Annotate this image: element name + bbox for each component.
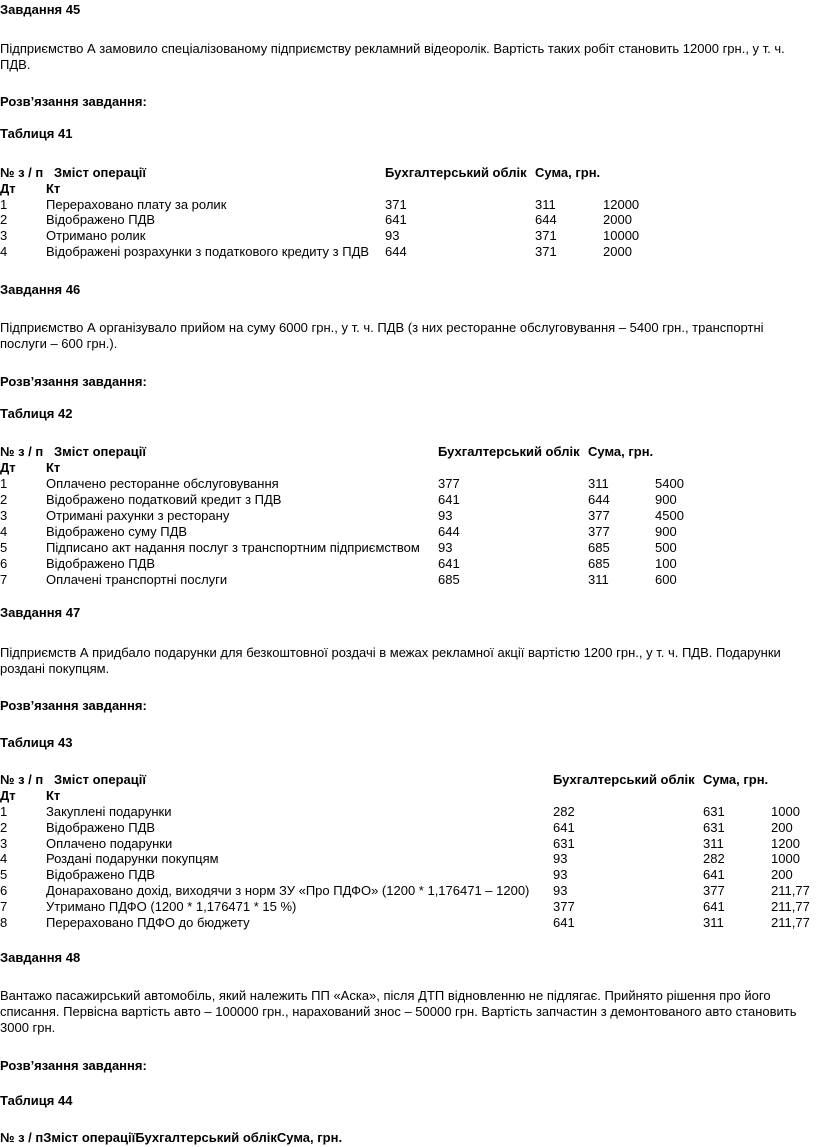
row-sum: 500	[655, 540, 677, 555]
row-number: 3	[0, 508, 8, 523]
row-credit: 644	[535, 212, 557, 227]
row-debit: 641	[438, 492, 460, 507]
col-number-header: № з / п	[0, 772, 44, 787]
row-debit: 93	[553, 883, 568, 898]
row-debit: 644	[438, 524, 460, 539]
row-debit: 641	[385, 212, 407, 227]
task-heading: Завдання 48	[0, 950, 81, 965]
row-credit: 685	[588, 556, 610, 571]
col-credit-header: Кт	[46, 788, 61, 803]
table-title: Таблиця 42	[0, 406, 73, 421]
row-sum: 2000	[603, 212, 632, 227]
row-operation: Відображено суму ПДВ	[46, 524, 188, 539]
col-debit-header: Дт	[0, 181, 16, 196]
task-text: Вантажо пасажирський автомобіль, який належить ПП «Аска», після ДТП відновленню не підлягає. Прийнято рішення про його списання. Первісна вартість авто – 100000 грн., нарахований знос – 50000 грн. Вартість запчастин з демонтованого авто становить 3000 грн.	[0, 988, 797, 1035]
task-text: Підприємство А організувало прийом на суму 6000 грн., у т. ч. ПДВ (з них ресторанне обслуговування – 5400 грн., транспортні послуги – 600 грн.).	[0, 320, 764, 351]
col-number-header: № з / п	[0, 1130, 44, 1145]
row-number: 3	[0, 228, 8, 243]
col-sum-header: Сума, грн.	[703, 772, 769, 787]
row-operation: Оплачені транспортні послуги	[46, 572, 228, 587]
row-sum: 200	[771, 867, 793, 882]
row-debit: 377	[553, 899, 575, 914]
row-operation: Відображені розрахунки з податкового кредиту з ПДВ	[46, 244, 370, 259]
col-sum-header: Сума, грн.	[588, 444, 654, 459]
col-accounting-header: Бухгалтерський облік	[438, 444, 580, 459]
col-sum-header: Сума, грн.	[535, 165, 601, 180]
solution-label: Розв’язання завдання:	[0, 94, 147, 109]
row-operation: Відображено ПДВ	[46, 212, 156, 227]
row-credit: 377	[703, 883, 725, 898]
row-credit: 311	[588, 572, 609, 587]
row-sum: 1000	[771, 804, 800, 819]
row-sum: 4500	[655, 508, 684, 523]
row-sum: 200	[771, 820, 793, 835]
row-operation: Підписано акт надання послуг з транспортним підприємством	[46, 540, 420, 555]
task-heading: Завдання 47	[0, 605, 81, 620]
row-credit: 641	[703, 899, 725, 914]
row-debit: 685	[438, 572, 460, 587]
row-number: 1	[0, 197, 8, 212]
row-operation: Отримано ролик	[46, 228, 146, 243]
row-credit: 631	[703, 804, 725, 819]
row-operation: Відображено ПДВ	[46, 867, 156, 882]
row-number: 8	[0, 915, 8, 930]
task-heading: Завдання 46	[0, 282, 81, 297]
row-debit: 377	[438, 476, 460, 491]
row-sum: 10000	[603, 228, 640, 243]
col-number-header: № з / п	[0, 165, 44, 180]
row-number: 1	[0, 476, 8, 491]
row-sum: 1000	[771, 851, 800, 866]
col-accounting-header: Бухгалтерський облік	[385, 165, 527, 180]
row-credit: 685	[588, 540, 610, 555]
row-number: 4	[0, 851, 8, 866]
row-credit: 644	[588, 492, 610, 507]
row-operation: Відображено ПДВ	[46, 556, 156, 571]
row-debit: 93	[553, 851, 568, 866]
row-operation: Отримані рахунки з ресторану	[46, 508, 230, 523]
row-number: 4	[0, 524, 8, 539]
col-accounting-header: Бухгалтерський облік	[553, 772, 695, 787]
task-text: Підприємство А замовило спеціалізованому підприємству рекламний відеоролік. Вартість таких робіт становить 12000 грн., у т. ч. ПДВ.	[0, 41, 785, 72]
row-number: 6	[0, 556, 8, 571]
row-number: 2	[0, 820, 8, 835]
row-credit: 371	[535, 244, 557, 259]
row-credit: 282	[703, 851, 725, 866]
row-number: 1	[0, 804, 8, 819]
row-debit: 641	[553, 915, 575, 930]
row-number: 4	[0, 244, 8, 259]
row-sum: 1200	[771, 836, 800, 851]
row-credit: 631	[703, 820, 725, 835]
col-credit-header: Кт	[46, 181, 61, 196]
row-credit: 311	[588, 476, 609, 491]
row-number: 6	[0, 883, 8, 898]
col-debit-header: Дт	[0, 788, 16, 803]
row-credit: 311	[535, 197, 556, 212]
row-credit: 371	[535, 228, 557, 243]
table-title: Таблиця 44	[0, 1093, 73, 1108]
row-number: 5	[0, 867, 8, 882]
row-sum: 12000	[603, 197, 640, 212]
solution-label: Розв’язання завдання:	[0, 374, 147, 389]
col-debit-header: Дт	[0, 460, 16, 475]
row-credit: 377	[588, 508, 610, 523]
row-operation: Закуплені подарунки	[46, 804, 172, 819]
row-credit: 311	[703, 915, 724, 930]
solution-label: Розв’язання завдання:	[0, 698, 147, 713]
task-heading: Завдання 45	[0, 2, 81, 17]
row-operation: Оплачено ресторанне обслуговування	[46, 476, 279, 491]
row-debit: 93	[385, 228, 400, 243]
row-sum: 600	[655, 572, 677, 587]
row-operation: Донараховано дохід, виходячи з норм ЗУ «Про ПДФО» (1200 * 1,176471 – 1200)	[46, 883, 530, 898]
row-credit: 311	[703, 836, 724, 851]
row-debit: 641	[553, 820, 575, 835]
task-text: Підприємств А придбало подарунки для безкоштовної роздачі в межах рекламної акції вартістю 1200 грн., у т. ч. ПДВ. Подарунки роздані покупцям.	[0, 645, 781, 676]
row-debit: 641	[438, 556, 460, 571]
row-number: 7	[0, 899, 8, 914]
row-sum: 900	[655, 524, 677, 539]
row-number: 2	[0, 492, 8, 507]
row-number: 2	[0, 212, 8, 227]
row-operation: Перераховано плату за ролик	[46, 197, 227, 212]
row-operation: Відображено ПДВ	[46, 820, 156, 835]
row-number: 7	[0, 572, 8, 587]
row-debit: 93	[553, 867, 568, 882]
row-operation: Оплачено подарунки	[46, 836, 173, 851]
col-credit-header: Кт	[46, 460, 61, 475]
row-operation: Відображено податковий кредит з ПДВ	[46, 492, 282, 507]
row-debit: 644	[385, 244, 407, 259]
table-title: Таблиця 43	[0, 735, 73, 750]
table-title: Таблиця 41	[0, 126, 73, 141]
row-credit: 641	[703, 867, 725, 882]
solution-label: Розв’язання завдання:	[0, 1058, 147, 1073]
row-debit: 93	[438, 508, 453, 523]
row-operation: Перераховано ПДФО до бюджету	[46, 915, 250, 930]
row-sum: 100	[655, 556, 677, 571]
row-number: 5	[0, 540, 8, 555]
row-sum: 5400	[655, 476, 684, 491]
row-sum: 2000	[603, 244, 632, 259]
row-operation: Роздані подарунки покупцям	[46, 851, 219, 866]
col-content-header: Зміст операції	[54, 444, 147, 459]
col-content-header: Зміст операції	[54, 165, 147, 180]
row-sum: 211,77	[771, 915, 810, 930]
row-sum: 211,77	[771, 899, 810, 914]
col-accounting-header: Бухгалтерський облік	[135, 1130, 277, 1145]
table-44-header	[0, 1130, 342, 1146]
row-debit: 371	[385, 197, 407, 212]
row-number: 3	[0, 836, 8, 851]
row-debit: 282	[553, 804, 575, 819]
col-content-header: Зміст операції	[54, 772, 147, 787]
row-sum: 900	[655, 492, 677, 507]
col-sum-header: Сума, грн.	[276, 1130, 343, 1145]
row-operation: Утримано ПДФО (1200 * 1,176471 * 15 %)	[46, 899, 297, 914]
row-credit: 377	[588, 524, 610, 539]
row-sum: 211,77	[771, 883, 810, 898]
col-content-header: Зміст операції	[43, 1130, 136, 1145]
row-debit: 631	[553, 836, 575, 851]
col-number-header: № з / п	[0, 444, 44, 459]
row-debit: 93	[438, 540, 453, 555]
